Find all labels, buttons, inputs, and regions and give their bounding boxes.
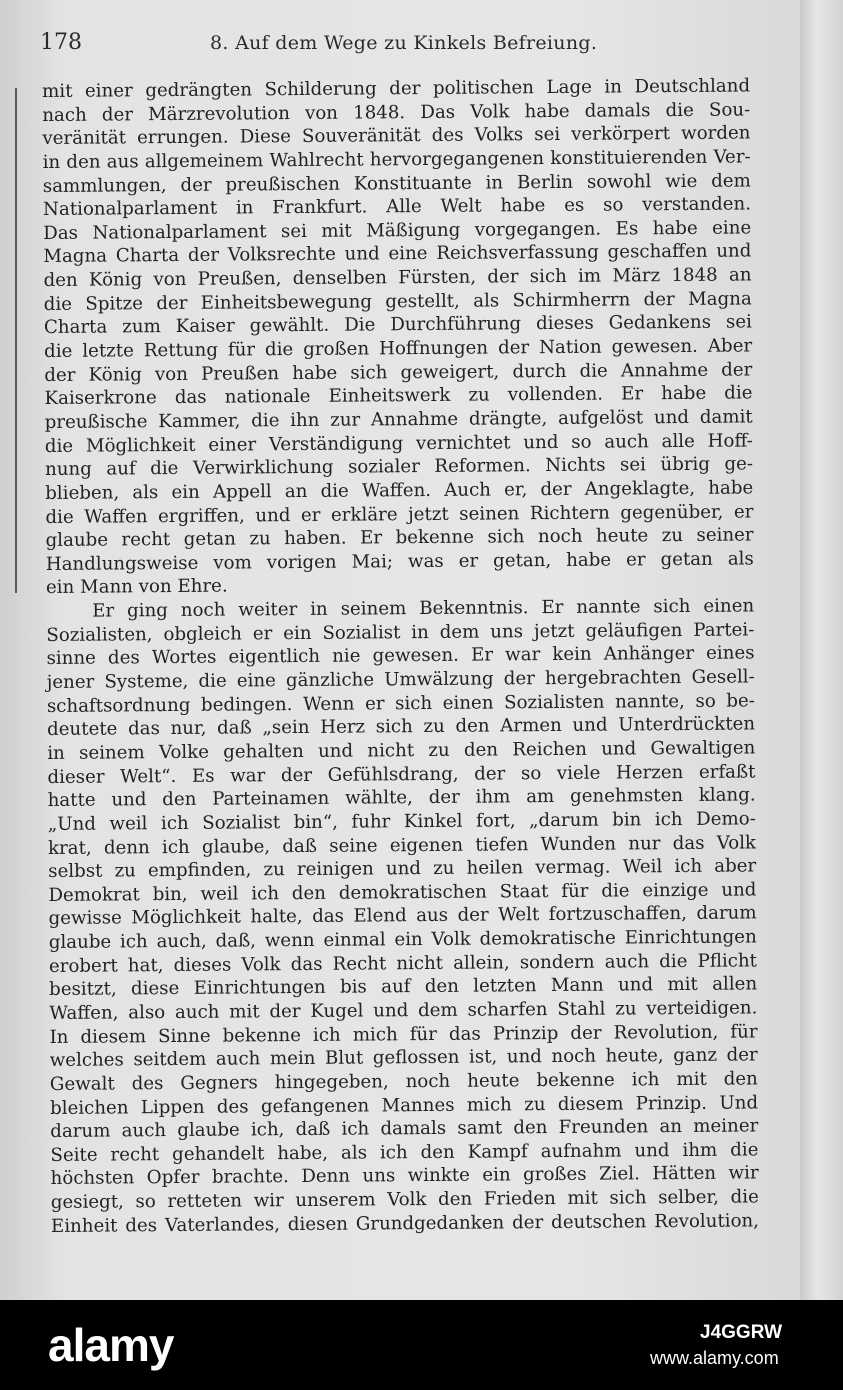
page-number: 178 <box>40 30 82 55</box>
text-line: glaube recht getan zu haben. Er bekenne sich noch heute zu seiner <box>45 524 754 552</box>
running-title: 8. Auf dem Wege zu Kinkels Befreiung. <box>210 32 598 54</box>
text-line: selbst zu empfinden, zu reinigen und zu heilen vermag. Weil ich aber <box>48 855 757 883</box>
text-line: in den aus allgemeinem Wahlrecht hervorgegangenen konstituierenden Ver- <box>42 146 751 173</box>
text-line: schaftsordnung bedingen. Wenn er sich einen Sozialisten nannte, so be- <box>46 690 755 717</box>
text-line: glaube ich auch, daß, wenn einmal ein Volk demokratische Einrichtungen <box>48 926 757 954</box>
text-line: Einheit des Vaterlandes, diesen Grundgedanken der deutschen Revolution, <box>50 1210 760 1237</box>
text-line: ein Mann von Ehre. <box>45 576 228 599</box>
text-line: nach der Märzrevolution von 1848. Das Volk habe damals die Sou- <box>42 99 751 126</box>
text-line: veränität errungen. Diese Souveränität des Volks sei verkörpert worden <box>42 122 751 150</box>
margin-pencil-mark <box>15 88 17 593</box>
text-line: Magna Charta der Volksrechte und eine Reichsverfassung geschaffen und <box>43 240 752 268</box>
text-line: blieben, als ein Appell an die Waffen. Auch er, der Angeklagte, habe <box>45 477 754 504</box>
text-line: Waffen, also auch mit der Kugel und dem scharfen Stahl zu verteidigen. <box>49 997 758 1024</box>
text-line: In diesem Sinne bekenne ich mich für das Prinzip der Revolution, für <box>49 1021 758 1048</box>
text-line: erobert hat, dieses Volk das Recht nicht allein, sondern auch die Pflicht <box>48 950 758 977</box>
text-line: Handlungsweise vom vorigen Mai; was er getan, habe er getan als <box>45 548 754 575</box>
text-line: höchsten Opfer brachte. Denn uns winkte ein großes Ziel. Hätten wir <box>50 1162 759 1190</box>
text-line: die letzte Rettung für die großen Hoffnungen der Nation gewesen. Aber <box>44 335 753 363</box>
text-line: Seite recht gehandelt habe, als ich den Kampf aufnahm und ihm die <box>50 1139 759 1166</box>
text-line: Sozialisten, obgleich er ein Sozialist in dem uns jetzt geläufigen Partei- <box>46 619 755 646</box>
text-line: die Waffen ergriffen, und er erkläre jetzt seinen Richtern gegenüber, er <box>45 500 754 528</box>
text-line: „Und weil ich Sozialist bin“, fuhr Kinkel fort, „darum bin ich Demo- <box>47 808 756 835</box>
text-line: sammlungen, der preußischen Konstituante in Berlin sowohl wie dem <box>42 169 751 197</box>
text-line: hatte und den Parteinamen wählte, der ihm am genehmsten klang. <box>47 784 756 812</box>
text-line: jener Systeme, die eine gänzliche Umwälzung der hergebrachten Gesell- <box>46 666 755 693</box>
text-line: Charta zum Kaiser gewählt. Die Durchführung dieses Gedankens sei <box>43 311 753 339</box>
text-line: in seinem Volke gehalten und nicht zu den Reichen und Gewaltigen <box>47 737 756 764</box>
text-line: darum auch glaube ich, daß ich damals samt den Freunden an meiner <box>50 1115 759 1143</box>
text-line: gesiegt, so retteten wir unserem Volk den Frieden mit sich selber, die <box>50 1186 759 1214</box>
text-line: Er ging noch weiter in seinem Bekenntnis. Er nannte sich einen <box>92 595 755 622</box>
text-line: welches seitdem auch mein Blut geflossen ist, und noch heute, ganz der <box>49 1044 758 1072</box>
text-line: den König von Preußen, denselben Fürsten, der sich im März 1848 an <box>43 264 752 292</box>
text-line: nung auf die Verwirklichung sozialer Reformen. Nichts sei übrig ge- <box>44 453 754 481</box>
image-id: J4GGRW <box>700 1322 783 1343</box>
body-text <box>42 74 759 1238</box>
text-line: mit einer gedrängten Schilderung der politischen Lage in Deutschland <box>42 75 751 102</box>
site-url: www.alamy.com <box>650 1348 779 1368</box>
text-line: deutete das nur, daß „sein Herz sich zu den Armen und Unterdrückten <box>47 713 756 741</box>
text-line: krat, denn ich glaube, daß seine eigenen tiefen Wunden nur das Volk <box>47 831 757 859</box>
next-page-edge <box>800 0 843 1300</box>
text-line: preußische Kammer, die ihn zur Annahme drängte, aufgelöst und damit <box>44 406 753 433</box>
text-line: Das Nationalparlament sei mit Mäßigung vorgegangen. Es habe eine <box>43 217 752 244</box>
text-line: Kaiserkrone das nationale Einheitswerk zu vollenden. Er habe die <box>44 382 753 410</box>
text-line: gewisse Möglichkeit halte, das Elend aus der Welt fortzuschaffen, darum <box>48 902 757 930</box>
text-line: besitzt, diese Einrichtungen bis auf den letzten Mann und mit allen <box>49 973 758 1001</box>
brand-logo-text: alamy <box>48 1319 174 1371</box>
text-line: die Möglichkeit einer Verständigung vernichtet und so auch alle Hoff- <box>44 430 753 457</box>
page-header <box>40 30 760 60</box>
text-line: Nationalparlament in Frankfurt. Alle Welt habe es so verstanden. <box>42 193 752 221</box>
text-line: bleichen Lippen des gefangenen Mannes mich zu diesem Prinzip. Und <box>49 1091 759 1119</box>
text-line: Demokrat bin, weil ich den demokratischen Staat für die einzige und <box>48 879 757 906</box>
text-line: die Spitze der Einheitsbewegung gestellt, als Schirmherrn der Magna <box>43 288 752 315</box>
text-line: dieser Welt“. Es war der Gefühlsdrang, der so viele Herzen erfaßt <box>47 760 756 788</box>
text-line: sinne des Wortes eigentlich nie gewesen. Er war kein Anhänger eines <box>46 642 755 670</box>
text-line: der König von Preußen habe sich geweigert, durch die Annahme der <box>44 359 753 386</box>
text-line: Gewalt des Gegners hingegeben, noch heute bekenne ich mit den <box>49 1068 758 1095</box>
